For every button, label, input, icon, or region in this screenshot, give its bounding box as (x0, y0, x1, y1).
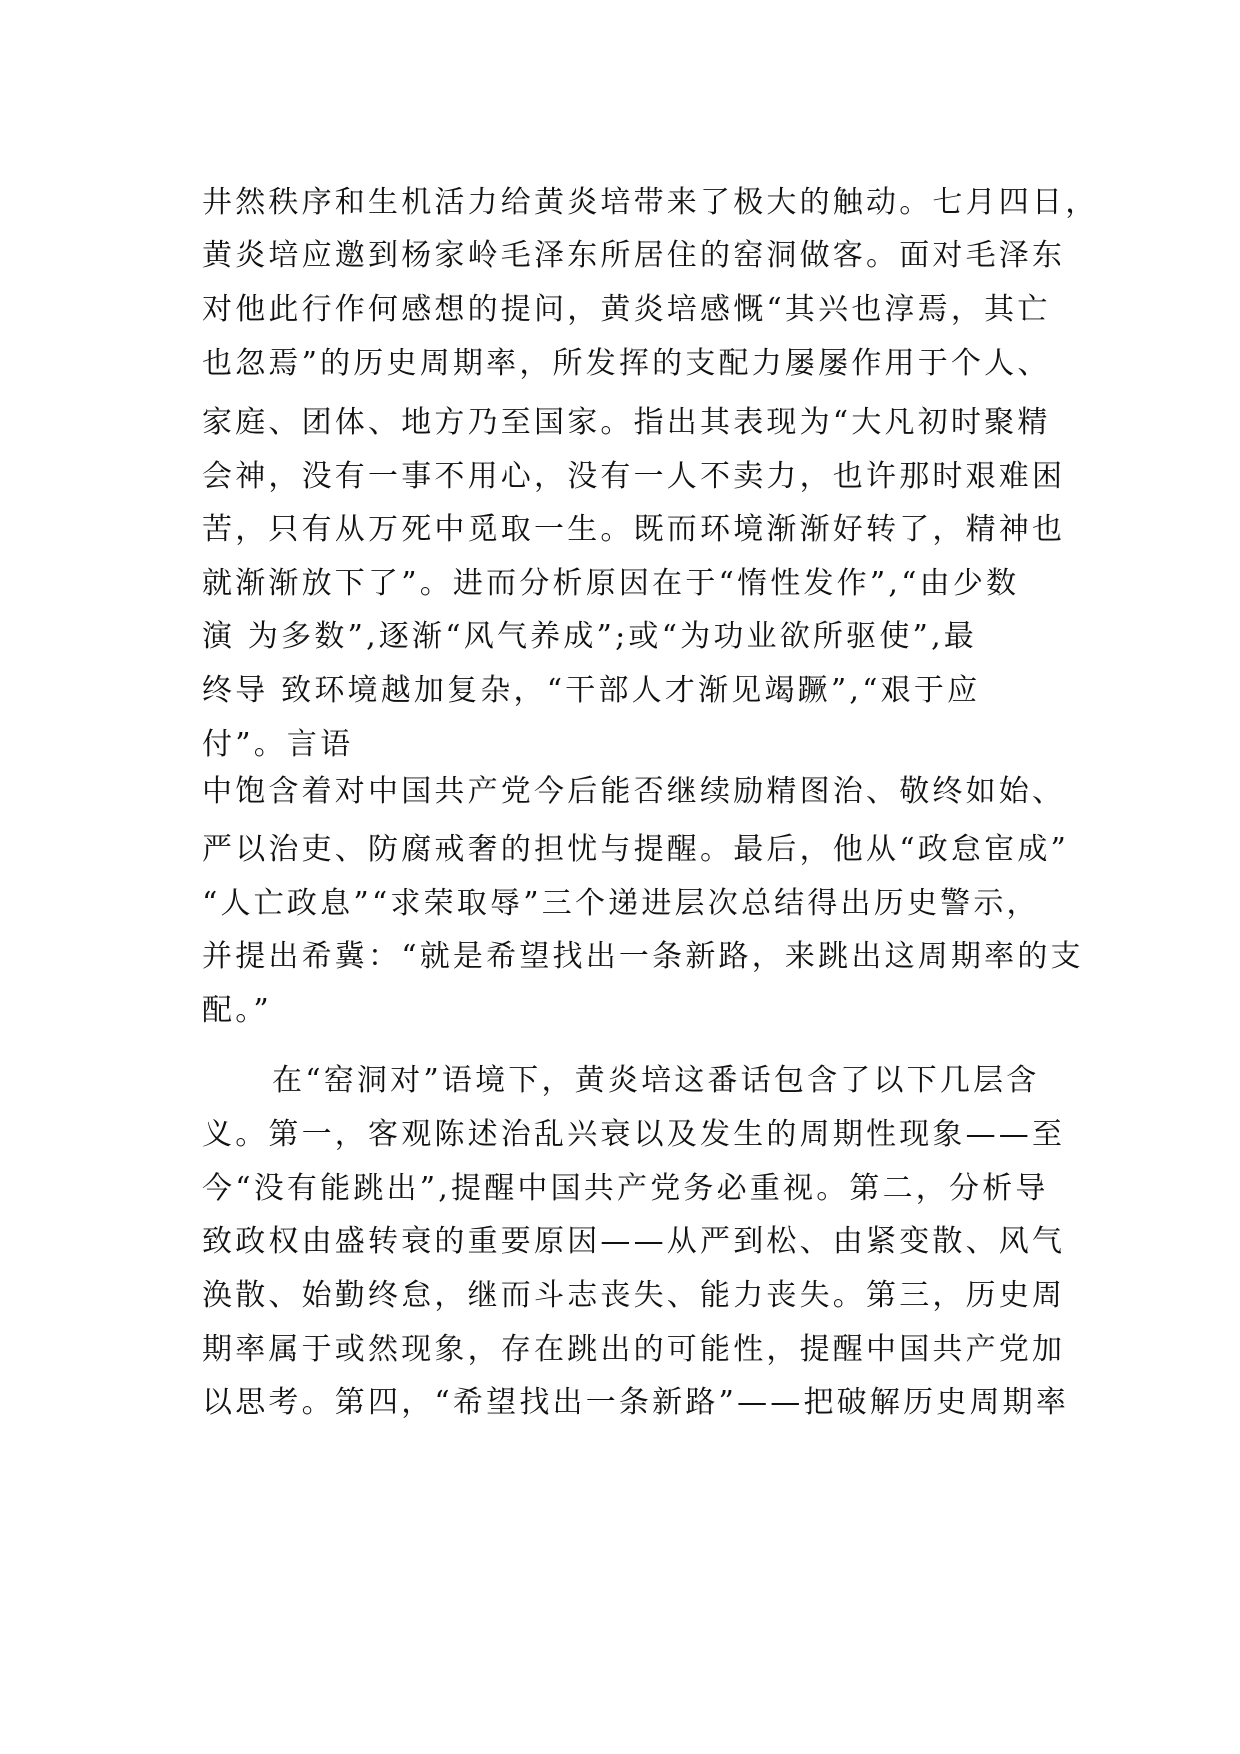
paragraph-first-line: 在“窑洞对”语境下，黄炎培这番话包含了以下几层含 (272, 1063, 1040, 1098)
text-line: “人亡政息”“求荣取辱”三个递进层次总结得出历史警示， (202, 886, 1040, 921)
text-line: 以思考。第四，“希望找出一条新路”——把破解历史周期率 (202, 1385, 1070, 1420)
text-line: 终导 致环境越加复杂，“干部人才渐见竭蹶”,“艰于应 (202, 673, 981, 708)
text-line: 苦，只有从万死中觅取一生。既而环境渐渐好转了，精神也 (202, 512, 1066, 547)
text-line: 中饱含着对中国共产党今后能否继续励精图治、敬终如始、 (202, 774, 1066, 809)
text-line: 就渐渐放下了”。进而分析原因在于“惰性发作”,“由少数 (202, 566, 1020, 601)
text-line: 期率属于或然现象，存在跳出的可能性，提醒中国共产党加 (202, 1332, 1066, 1367)
text-line: 演 为多数”,逐渐“风气养成”;或“为功业欲所驱使”,最 (202, 619, 977, 654)
text-line: 黄炎培应邀到杨家岭毛泽东所居住的窑洞做客。面对毛泽东 (202, 238, 1066, 273)
text-line: 严以治吏、防腐戒奢的担忧与提醒。最后，他从“政怠宦成” (202, 832, 1070, 867)
text-line: 致政权由盛转衰的重要原因——从严到松、由紧变散、风气 (202, 1224, 1066, 1259)
text-line: 付”。言语 (202, 727, 354, 762)
text-line: 井然秩序和生机活力给黄炎培带来了极大的触动。七月四日， (202, 185, 1099, 220)
text-line: 也忽焉”的历史周期率，所发挥的支配力屡屡作用于个人、 (202, 346, 1051, 381)
text-line: 义。第一，客观陈述治乱兴衰以及发生的周期性现象——至 (202, 1117, 1066, 1152)
text-line: 配。” (202, 993, 272, 1028)
text-line: 对他此行作何感想的提问，黄炎培感慨“其兴也淳焉，其亡 (202, 292, 1051, 327)
text-line: 家庭、团体、地方乃至国家。指出其表现为“大凡初时聚精 (202, 405, 1051, 440)
text-line: 会神，没有一事不用心，没有一人不卖力，也许那时艰难困 (202, 459, 1066, 494)
text-line: 涣散、始勤终怠，继而斗志丧失、能力丧失。第三，历史周 (202, 1278, 1066, 1313)
text-line: 今“没有能跳出”,提醒中国共产党务必重视。第二，分析导 (202, 1171, 1049, 1206)
text-line: 并提出希冀：“就是希望找出一条新路，来跳出这周期率的支 (202, 939, 1084, 974)
